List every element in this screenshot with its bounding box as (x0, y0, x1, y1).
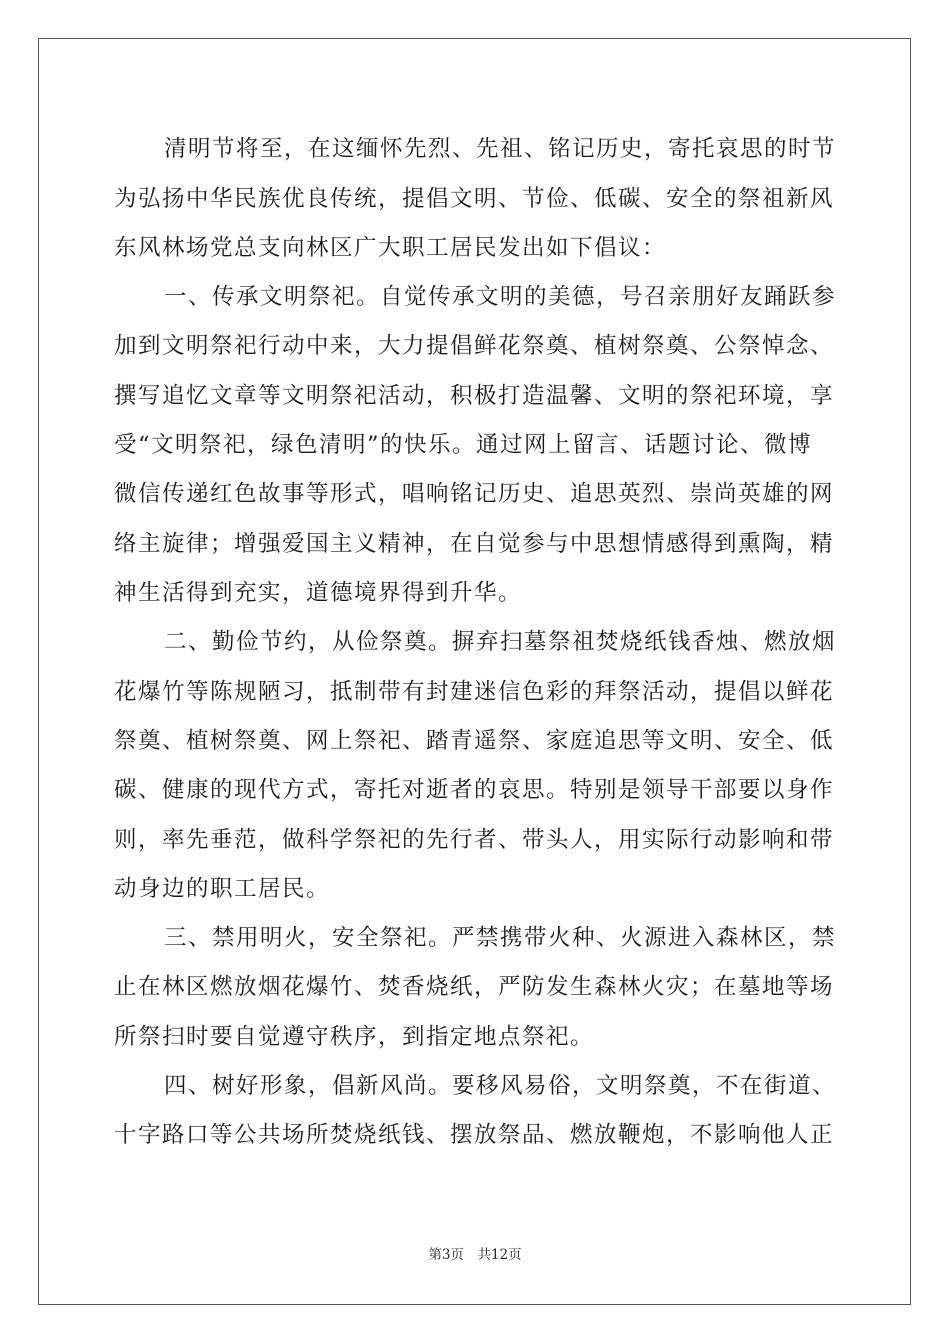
text-line: 花爆竹等陈规陋习，抵制带有封建迷信色彩的拜祭活动，提倡以鲜花 (114, 679, 834, 705)
text-line: 受“文明祭祀，绿色清明”的快乐。通过网上留言、话题讨论、微博 (114, 432, 813, 458)
text-line: 止在林区燃放烟花爆竹、焚香烧纸，严防发生森林火灾；在墓地等场 (114, 974, 834, 1000)
text-line: 三、禁用明火，安全祭祀。严禁携带火种、火源进入森林区，禁 (164, 925, 836, 951)
text-line: 络主旋律；增强爱国主义精神，在自觉参与中思想情感得到熏陶，精 (114, 531, 834, 557)
text-line: 动身边的职工居民。 (114, 876, 331, 902)
text-line: 撰写追忆文章等文明祭祀活动，积极打造温馨、文明的祭祀环境，享 (114, 383, 834, 409)
text-line: 碳、健康的现代方式，寄托对逝者的哀思。特别是领导干部要以身作 (114, 777, 834, 803)
text-line: 东风林场党总支向林区广大职工居民发出如下倡议： (114, 235, 667, 261)
text-line: 祭奠、植树祭奠、网上祭祀、踏青遥祭、家庭追思等文明、安全、低 (114, 728, 834, 754)
text-line: 神生活得到充实，道德境界得到升华。 (114, 580, 523, 606)
page-number: 第3页 共12页 (428, 1247, 522, 1263)
text-line: 为弘扬中华民族优良传统，提倡文明、节俭、低碳、安全的祭祖新风 (114, 186, 834, 212)
text-line: 二、勤俭节约，从俭祭奠。摒弃扫墓祭祖焚烧纸钱香烛、燃放烟 (164, 629, 836, 655)
text-line: 微信传递红色故事等形式，唱响铭记历史、追思英烈、崇尚英雄的网 (114, 481, 834, 507)
text-line: 四、树好形象，倡新风尚。要移风易俗，文明祭奠，不在街道、 (164, 1073, 836, 1099)
text-line: 清明节将至，在这缅怀先烈、先祖、铭记历史，寄托哀思的时节 (164, 136, 836, 162)
text-line: 十字路口等公共场所焚烧纸钱、摆放祭品、燃放鞭炮，不影响他人正 (114, 1122, 834, 1148)
text-line: 所祭扫时要自觉遵守秩序，到指定地点祭祀。 (114, 1024, 595, 1050)
text-line: 一、传承文明祭祀。自觉传承文明的美德，号召亲朋好友踊跃参 (164, 284, 836, 310)
text-line: 加到文明祭祀行动中来，大力提倡鲜花祭奠、植树祭奠、公祭悼念、 (114, 333, 834, 359)
page-border (38, 38, 911, 1305)
text-line: 则，率先垂范，做科学祭祀的先行者、带头人，用实际行动影响和带 (114, 827, 834, 853)
